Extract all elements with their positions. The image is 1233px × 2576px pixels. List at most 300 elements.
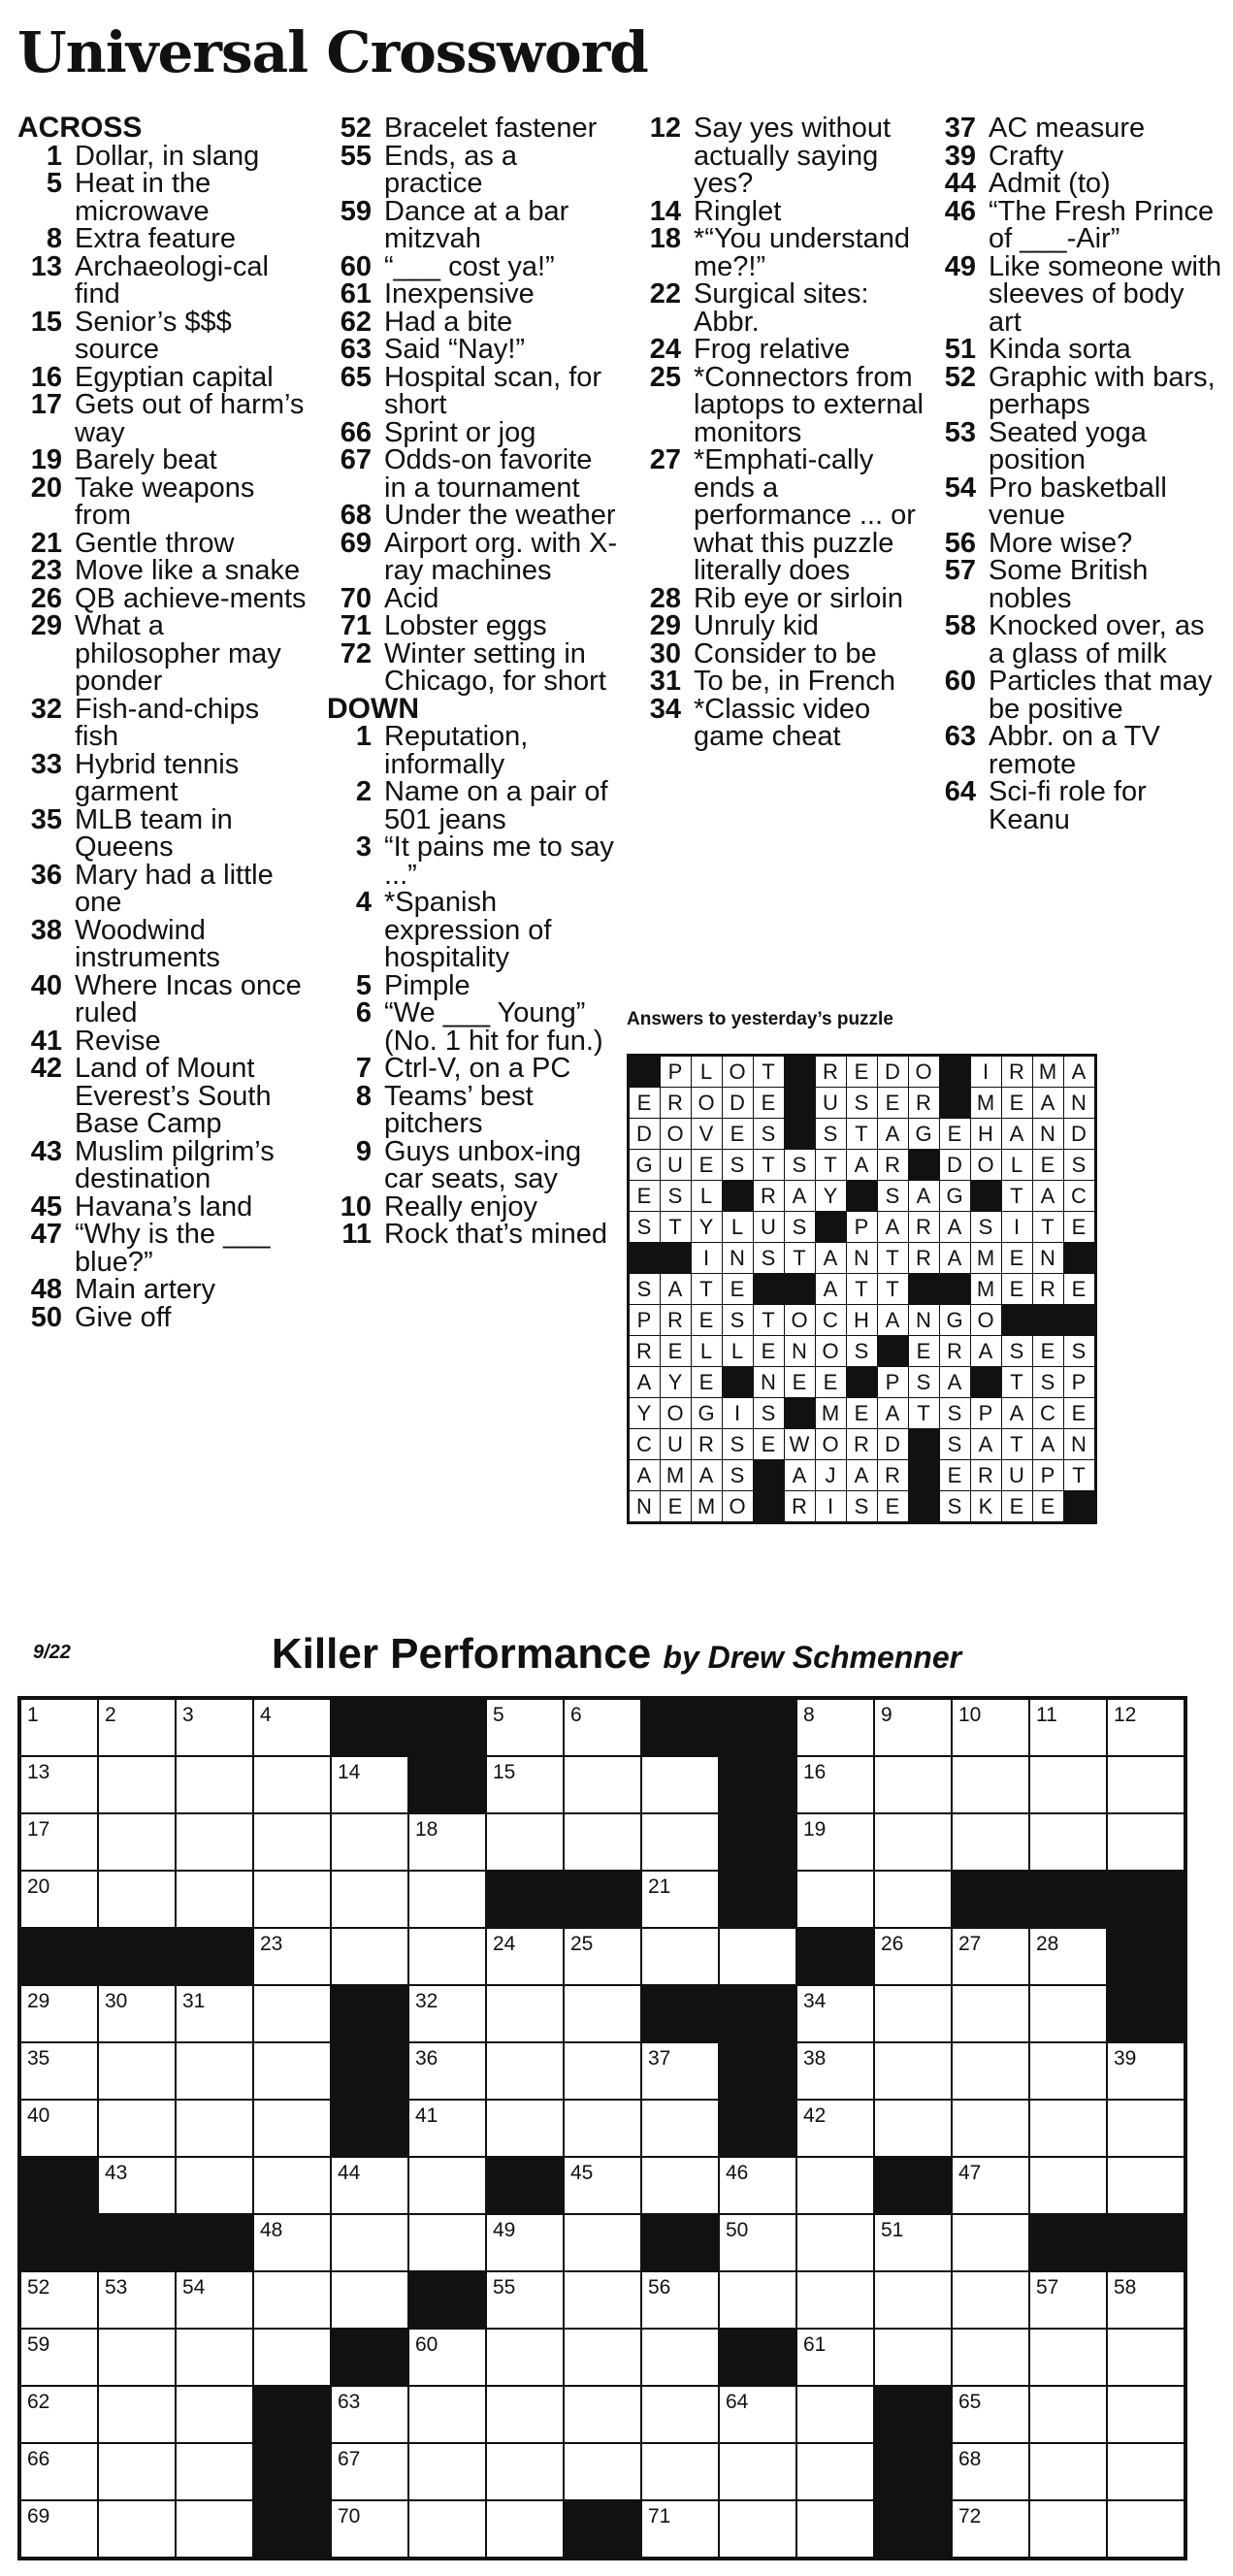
grid-cell[interactable]: [486, 2500, 564, 2559]
black-square: [629, 1056, 661, 1088]
black-square: [486, 2157, 564, 2214]
down-clue: [327, 833, 618, 889]
grid-cell[interactable]: [564, 1928, 641, 1985]
clue-number: 22: [649, 278, 681, 310]
grid-cell[interactable]: [719, 2500, 796, 2559]
grid-cell[interactable]: [98, 2042, 176, 2100]
clue-text: Inexpensive: [384, 278, 535, 310]
puzzle-byline: by Drew Schmenner: [663, 1640, 962, 1675]
grid-cell[interactable]: [19, 2042, 98, 2100]
grid-cell[interactable]: [796, 2214, 874, 2271]
grid-cell[interactable]: [796, 1871, 874, 1928]
grid-cell[interactable]: [874, 1756, 952, 1813]
grid-cell[interactable]: [1029, 1928, 1107, 1985]
clue-text: Woodwind instruments: [75, 914, 220, 973]
answer-cell: S: [754, 1119, 785, 1150]
grid-cell[interactable]: [19, 1871, 98, 1928]
grid-cell[interactable]: [564, 2214, 641, 2271]
grid-cell[interactable]: [408, 1813, 486, 1871]
answer-cell: U: [661, 1150, 692, 1181]
across-clue: [327, 582, 618, 614]
grid-cell[interactable]: [253, 1985, 331, 2042]
grid-cell[interactable]: [719, 2386, 796, 2443]
answer-cell: E: [1002, 1274, 1033, 1305]
grid-cell[interactable]: [796, 2042, 874, 2100]
grid-cell[interactable]: [331, 1813, 408, 1871]
grid-cell[interactable]: [564, 2386, 641, 2443]
cell-number: 11: [1036, 1704, 1057, 1726]
grid-cell[interactable]: [486, 2329, 564, 2386]
cell-number: 69: [27, 2505, 50, 2527]
grid-cell[interactable]: [1107, 2042, 1185, 2100]
black-square: [1107, 2214, 1185, 2271]
grid-cell[interactable]: [1029, 1985, 1107, 2042]
grid-cell[interactable]: [564, 2443, 641, 2500]
grid-cell[interactable]: [874, 1813, 952, 1871]
answer-cell: A: [971, 1429, 1002, 1460]
grid-cell[interactable]: [253, 2329, 331, 2386]
grid-cell[interactable]: [98, 1985, 176, 2042]
across-clue: [327, 502, 618, 530]
answer-cell: I: [816, 1491, 847, 1523]
grid-cell[interactable]: [486, 2042, 564, 2100]
clue-number: 14: [649, 195, 681, 227]
answer-cell: A: [1033, 1181, 1064, 1212]
grid-cell[interactable]: [952, 2443, 1029, 2500]
grid-cell[interactable]: [408, 1871, 486, 1928]
answer-cell: E: [1002, 1491, 1033, 1523]
clue-text: Said “Nay!”: [384, 334, 526, 365]
grid-cell[interactable]: [719, 2214, 796, 2271]
cell-number: 43: [105, 2162, 128, 2184]
down-heading: DOWN: [327, 692, 419, 725]
answer-cell: R: [661, 1088, 692, 1119]
answer-cell: P: [971, 1398, 1002, 1429]
cell-number: 3: [182, 1704, 194, 1726]
grid-cell[interactable]: [408, 2443, 486, 2500]
grid-cell[interactable]: [486, 2443, 564, 2500]
clue-text: Surgical sites: Abbr.: [694, 278, 869, 338]
clue-number: 38: [30, 914, 62, 946]
grid-cell[interactable]: [796, 2500, 874, 2559]
grid-cell[interactable]: [641, 2157, 719, 2214]
grid-cell[interactable]: [952, 1756, 1029, 1813]
grid-cell[interactable]: [641, 2386, 719, 2443]
answer-cell: O: [723, 1491, 754, 1523]
grid-cell[interactable]: [874, 2214, 952, 2271]
grid-cell[interactable]: [641, 2329, 719, 2386]
across-clue: [17, 803, 308, 863]
grid-cell[interactable]: [176, 2271, 253, 2329]
grid-cell[interactable]: [952, 2214, 1029, 2271]
grid-cell[interactable]: [408, 2157, 486, 2214]
grid-cell[interactable]: [19, 2500, 98, 2559]
clue-text: “It pains me to say ...”: [384, 831, 614, 891]
down-clue: [327, 1080, 618, 1139]
grid-cell[interactable]: [98, 1698, 176, 1756]
grid-cell[interactable]: [486, 1928, 564, 1985]
grid-cell[interactable]: [176, 2100, 253, 2157]
grid-cell[interactable]: [641, 1928, 719, 1985]
grid-cell[interactable]: [98, 2329, 176, 2386]
grid-cell[interactable]: [1029, 1698, 1107, 1756]
answer-cell: E: [940, 1119, 971, 1150]
grid-cell[interactable]: [564, 2100, 641, 2157]
answer-cell: T: [1002, 1181, 1033, 1212]
grid-cell[interactable]: [719, 1928, 796, 1985]
clue-number: 29: [649, 610, 681, 641]
clue-text: Odds-on favorite in a tournament: [384, 444, 593, 504]
clue-text: Frog relative: [694, 334, 851, 365]
answer-cell: Y: [661, 1367, 692, 1398]
grid-cell[interactable]: [874, 2100, 952, 2157]
clue-text: Hybrid tennis garment: [75, 748, 240, 807]
across-clue: [17, 1055, 308, 1138]
black-square: [719, 1756, 796, 1813]
grid-cell[interactable]: [176, 1698, 253, 1756]
answer-cell: A: [661, 1274, 692, 1305]
clue-text: “We ___ Young” (No. 1 hit for fun.): [384, 997, 603, 1057]
answer-cell: A: [1033, 1429, 1064, 1460]
clue-text: Rib eye or sirloin: [694, 582, 903, 614]
grid-cell[interactable]: [176, 1985, 253, 2042]
grid-cell[interactable]: [98, 2100, 176, 2157]
grid-cell[interactable]: [253, 2214, 331, 2271]
black-square: [874, 2386, 952, 2443]
grid-cell[interactable]: [952, 2386, 1029, 2443]
grid-cell[interactable]: [641, 2500, 719, 2559]
grid-cell[interactable]: [952, 2271, 1029, 2329]
black-square: [408, 1698, 486, 1756]
black-square: [785, 1398, 816, 1429]
grid-cell[interactable]: [486, 2386, 564, 2443]
grid-cell[interactable]: [1029, 1756, 1107, 1813]
grid-cell[interactable]: [564, 1698, 641, 1756]
answer-cell: A: [847, 1150, 878, 1181]
grid-cell[interactable]: [641, 2042, 719, 2100]
grid-cell[interactable]: [796, 2157, 874, 2214]
grid-cell[interactable]: [176, 2157, 253, 2214]
grid-cell[interactable]: [874, 2329, 952, 2386]
grid-cell[interactable]: [874, 2271, 952, 2329]
down-clue: [327, 1135, 618, 1194]
clue-text: Give off: [75, 1301, 172, 1333]
grid-cell[interactable]: [98, 1756, 176, 1813]
across-clue: [17, 582, 308, 614]
answer-cell: T: [878, 1274, 909, 1305]
grid-cell[interactable]: [486, 1698, 564, 1756]
clue-text: Extra feature: [75, 223, 237, 254]
grid-cell[interactable]: [1107, 2157, 1185, 2214]
answer-cell: T: [754, 1305, 785, 1336]
grid-cell[interactable]: [19, 2443, 98, 2500]
cell-number: 46: [726, 2162, 749, 2184]
black-square: [785, 1119, 816, 1150]
grid-cell[interactable]: [1107, 1698, 1185, 1756]
grid-cell[interactable]: [19, 2271, 98, 2329]
cell-number: 52: [27, 2276, 50, 2299]
grid-cell[interactable]: [1107, 2271, 1185, 2329]
clue-number: 9: [355, 1135, 372, 1167]
grid-cell[interactable]: [1107, 2100, 1185, 2157]
grid-cell[interactable]: [564, 1756, 641, 1813]
grid-cell[interactable]: [952, 2500, 1029, 2559]
clue-number: 32: [30, 693, 62, 725]
across-clue: [17, 693, 308, 752]
grid-cell[interactable]: [1107, 2329, 1185, 2386]
answer-cell: S: [754, 1243, 785, 1274]
grid-cell[interactable]: [1107, 1813, 1185, 1871]
answer-cell: N: [629, 1491, 661, 1523]
grid-cell[interactable]: [176, 2443, 253, 2500]
answer-cell: H: [847, 1305, 878, 1336]
grid-cell[interactable]: [253, 2271, 331, 2329]
grid-cell[interactable]: [1107, 2386, 1185, 2443]
grid-cell[interactable]: [564, 1813, 641, 1871]
grid-cell[interactable]: [796, 1698, 874, 1756]
grid-cell[interactable]: [19, 1985, 98, 2042]
grid-cell[interactable]: [1029, 2329, 1107, 2386]
cell-number: 44: [338, 2162, 361, 2184]
clue-text: Under the weather: [384, 500, 616, 531]
across-clue: [327, 637, 618, 697]
answer-cell: A: [878, 1398, 909, 1429]
grid-cell[interactable]: [641, 1871, 719, 1928]
grid-cell[interactable]: [874, 2042, 952, 2100]
clue-text: Name on a pair of 501 jeans: [384, 776, 608, 835]
grid-cell[interactable]: [253, 2157, 331, 2214]
grid-cell[interactable]: [1029, 1813, 1107, 1871]
grid-cell[interactable]: [796, 2329, 874, 2386]
grid-cell[interactable]: [796, 2386, 874, 2443]
grid-cell[interactable]: [19, 1813, 98, 1871]
clue-number: 10: [340, 1190, 372, 1223]
grid-cell[interactable]: [176, 1756, 253, 1813]
clue-number: 47: [30, 1219, 62, 1250]
grid-cell[interactable]: [796, 1756, 874, 1813]
grid-cell[interactable]: [952, 1813, 1029, 1871]
clue-number: 2: [355, 776, 372, 807]
grid-cell[interactable]: [641, 2271, 719, 2329]
clue-text: Unruly kid: [694, 610, 819, 641]
grid-cell[interactable]: [641, 2443, 719, 2500]
across-clue: [327, 306, 618, 338]
grid-cell[interactable]: [874, 1985, 952, 2042]
grid-cell[interactable]: [796, 2271, 874, 2329]
answer-cell: R: [909, 1212, 940, 1243]
clue-number: 60: [944, 666, 976, 697]
grid-cell[interactable]: [719, 2271, 796, 2329]
grid-cell[interactable]: [1029, 2386, 1107, 2443]
grid-cell[interactable]: [408, 2329, 486, 2386]
answer-cell: A: [878, 1305, 909, 1336]
down-clue: [327, 969, 618, 1001]
grid-cell[interactable]: [253, 1813, 331, 1871]
grid-cell[interactable]: [176, 1871, 253, 1928]
cell-number: 54: [182, 2276, 206, 2299]
grid-cell[interactable]: [952, 1928, 1029, 1985]
grid-cell[interactable]: [486, 1756, 564, 1813]
grid-cell[interactable]: [719, 2157, 796, 2214]
clue-text: *Spanish expression of hospitality: [384, 887, 552, 973]
grid-cell[interactable]: [176, 1813, 253, 1871]
grid-cell[interactable]: [486, 1985, 564, 2042]
black-square: [98, 2214, 176, 2271]
cell-number: 41: [415, 2104, 438, 2127]
clue-text: Ctrl-V, on a PC: [384, 1053, 571, 1084]
yesterday-answer-grid: [627, 1054, 1097, 1524]
clue-number: 27: [649, 444, 681, 475]
grid-cell[interactable]: [19, 2386, 98, 2443]
grid-cell[interactable]: [253, 1756, 331, 1813]
clue-text: Say yes without actually saying yes?: [694, 113, 892, 199]
grid-cell[interactable]: [176, 2042, 253, 2100]
grid-cell[interactable]: [564, 2329, 641, 2386]
grid-cell[interactable]: [408, 2500, 486, 2559]
grid-cell[interactable]: [486, 2214, 564, 2271]
answer-cell: D: [940, 1150, 971, 1181]
clue-text: Lobster eggs: [384, 610, 547, 641]
grid-cell[interactable]: [486, 2100, 564, 2157]
cell-number: 28: [1036, 1933, 1059, 1955]
grid-cell[interactable]: [408, 2042, 486, 2100]
grid-cell[interactable]: [331, 1871, 408, 1928]
grid-cell[interactable]: [19, 1698, 98, 1756]
clue-text: Knocked over, as a glass of milk: [989, 610, 1205, 669]
grid-cell[interactable]: [98, 1871, 176, 1928]
grid-cell[interactable]: [98, 1813, 176, 1871]
grid-cell[interactable]: [564, 1985, 641, 2042]
answer-cell: S: [816, 1119, 847, 1150]
grid-cell[interactable]: [176, 2386, 253, 2443]
grid-cell[interactable]: [253, 1698, 331, 1756]
down-clue: [931, 668, 1222, 723]
grid-cell[interactable]: [98, 2386, 176, 2443]
grid-cell[interactable]: [253, 1871, 331, 1928]
clue-text: Gentle throw: [75, 527, 235, 559]
clue-number: 63: [944, 721, 976, 752]
grid-cell[interactable]: [952, 1985, 1029, 2042]
black-square: [19, 1928, 98, 1985]
grid-cell[interactable]: [1107, 2443, 1185, 2500]
grid-cell[interactable]: [1029, 2100, 1107, 2157]
grid-cell[interactable]: [952, 2042, 1029, 2100]
answer-cell: A: [629, 1367, 661, 1398]
grid-cell[interactable]: [719, 2443, 796, 2500]
grid-cell[interactable]: [641, 1756, 719, 1813]
grid-cell[interactable]: [331, 1928, 408, 1985]
clue-number: 57: [944, 555, 976, 586]
grid-cell[interactable]: [874, 1871, 952, 1928]
clue-number: 7: [355, 1053, 372, 1084]
grid-cell[interactable]: [486, 1813, 564, 1871]
grid-cell[interactable]: [408, 2100, 486, 2157]
clue-text: Reputation, informally: [384, 721, 529, 780]
grid-cell[interactable]: [98, 2443, 176, 2500]
clue-text: *Classic video game cheat: [694, 693, 871, 752]
grid-cell[interactable]: [19, 1756, 98, 1813]
clue-text: Gets out of harm’s way: [75, 389, 305, 448]
down-clue: [931, 114, 1222, 143]
grid-cell[interactable]: [1107, 2500, 1185, 2559]
grid-cell[interactable]: [952, 1698, 1029, 1756]
grid-cell[interactable]: [564, 2157, 641, 2214]
grid-cell[interactable]: [796, 2100, 874, 2157]
across-clue: [17, 391, 308, 446]
grid-cell[interactable]: [331, 2271, 408, 2329]
across-clue: [17, 1027, 308, 1056]
crossword-grid[interactable]: [17, 1696, 1187, 2560]
grid-cell[interactable]: [331, 2157, 408, 2214]
grid-cell[interactable]: [796, 2443, 874, 2500]
grid-cell[interactable]: [874, 1928, 952, 1985]
grid-cell[interactable]: [331, 2386, 408, 2443]
grid-cell[interactable]: [952, 2329, 1029, 2386]
grid-cell[interactable]: [331, 2214, 408, 2271]
page-title: Universal Crossword: [17, 19, 648, 85]
down-clue: [327, 723, 618, 778]
black-square: [564, 2500, 641, 2559]
grid-cell[interactable]: [408, 2214, 486, 2271]
black-square: [874, 2443, 952, 2500]
grid-cell[interactable]: [331, 2500, 408, 2559]
grid-cell[interactable]: [331, 1756, 408, 1813]
grid-cell[interactable]: [796, 1813, 874, 1871]
cell-number: 14: [338, 1761, 361, 1783]
grid-cell[interactable]: [98, 2271, 176, 2329]
grid-cell[interactable]: [408, 1985, 486, 2042]
grid-cell[interactable]: [408, 2386, 486, 2443]
grid-cell[interactable]: [19, 2100, 98, 2157]
grid-cell[interactable]: [952, 2100, 1029, 2157]
grid-cell[interactable]: [98, 2500, 176, 2559]
grid-cell[interactable]: [253, 2100, 331, 2157]
grid-cell[interactable]: [564, 2042, 641, 2100]
grid-cell[interactable]: [331, 2443, 408, 2500]
grid-cell[interactable]: [641, 2100, 719, 2157]
grid-cell[interactable]: [253, 2042, 331, 2100]
grid-cell[interactable]: [19, 2329, 98, 2386]
grid-cell[interactable]: [176, 2329, 253, 2386]
grid-cell[interactable]: [253, 1928, 331, 1985]
grid-cell[interactable]: [1107, 1756, 1185, 1813]
grid-cell[interactable]: [641, 1813, 719, 1871]
grid-cell[interactable]: [796, 1985, 874, 2042]
grid-cell[interactable]: [1029, 2157, 1107, 2214]
grid-cell[interactable]: [564, 2271, 641, 2329]
clue-text: Move like a snake: [75, 555, 301, 586]
across-clue: [327, 195, 618, 254]
grid-cell[interactable]: [1029, 2443, 1107, 2500]
grid-cell[interactable]: [952, 2157, 1029, 2214]
grid-cell[interactable]: [408, 1928, 486, 1985]
grid-cell[interactable]: [1029, 2042, 1107, 2100]
grid-cell[interactable]: [1029, 2271, 1107, 2329]
clue-number: 58: [944, 610, 976, 641]
grid-cell[interactable]: [176, 2500, 253, 2559]
clue-number: 56: [944, 527, 976, 559]
clue-number: 29: [30, 610, 62, 641]
grid-cell[interactable]: [98, 2157, 176, 2214]
grid-cell[interactable]: [874, 1698, 952, 1756]
answer-cell: S: [847, 1491, 878, 1523]
clue-number: 36: [30, 859, 62, 891]
cell-number: 50: [726, 2219, 749, 2241]
answer-cell: E: [878, 1088, 909, 1119]
clue-number: 18: [649, 223, 681, 254]
grid-cell[interactable]: [486, 2271, 564, 2329]
grid-cell[interactable]: [1029, 2500, 1107, 2559]
